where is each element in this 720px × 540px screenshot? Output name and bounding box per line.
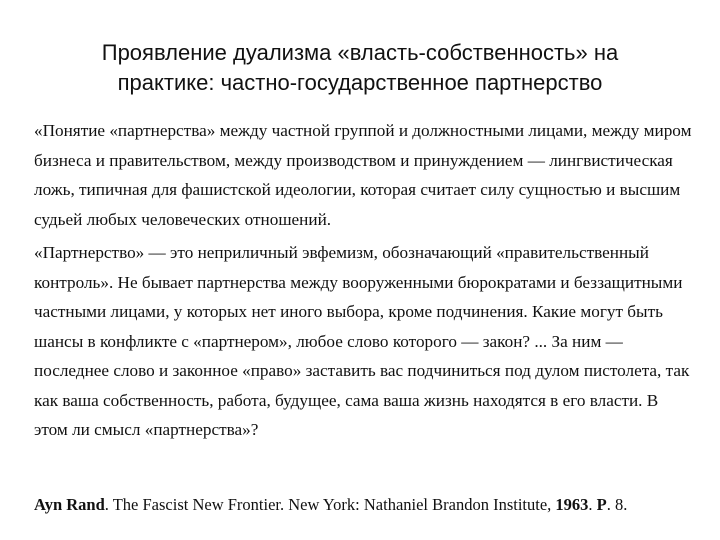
quote-paragraph-2: «Партнерство» — это неприличный эвфемизм, обозначающий «правительственный контроль». Не бывает партнерства между вооруженными бюрократами и беззащитными частными лицами, у которых нет иного выбора, кроме подчинения. Какие могут быть шансы в конфликте с «партнером», любое слово которого — закон? ... За ним — последнее слово и законное «право» заставить вас подчиниться под дулом пистолета, так как ваша собственность, работа, будущее, сама ваша жизнь находятся в его власти. В этом ли смысл «партнерства»?	[34, 243, 690, 439]
citation-work: The Fascist New Frontier. New York: Nathaniel Brandon Institute	[112, 495, 548, 514]
citation-separator-2: ,	[547, 495, 556, 514]
slide-title-line-2: практике: частно-государственное партнерство	[117, 70, 603, 95]
citation-separator-3: .	[588, 495, 597, 514]
citation-page: . 8.	[606, 495, 628, 514]
slide-title-line-1: Проявление дуализма «власть-собственность» на	[101, 40, 619, 65]
quote-body	[34, 116, 694, 445]
citation	[34, 493, 704, 517]
quote-paragraph-1: «Понятие «партнерства» между частной группой и должностными лицами, между миром бизнеса и правительством, между производством и принуждением — лингвистическая ложь, типичная для фашистской идеологии, которая считает силу сущностью и высшим судьей любых человеческих отношений.	[34, 121, 692, 229]
citation-page-prefix: P	[596, 495, 607, 514]
citation-author: Ayn Rand	[34, 495, 105, 514]
slide-title	[20, 38, 700, 98]
citation-year: 1963	[555, 495, 589, 514]
citation-separator-1: .	[104, 495, 113, 514]
